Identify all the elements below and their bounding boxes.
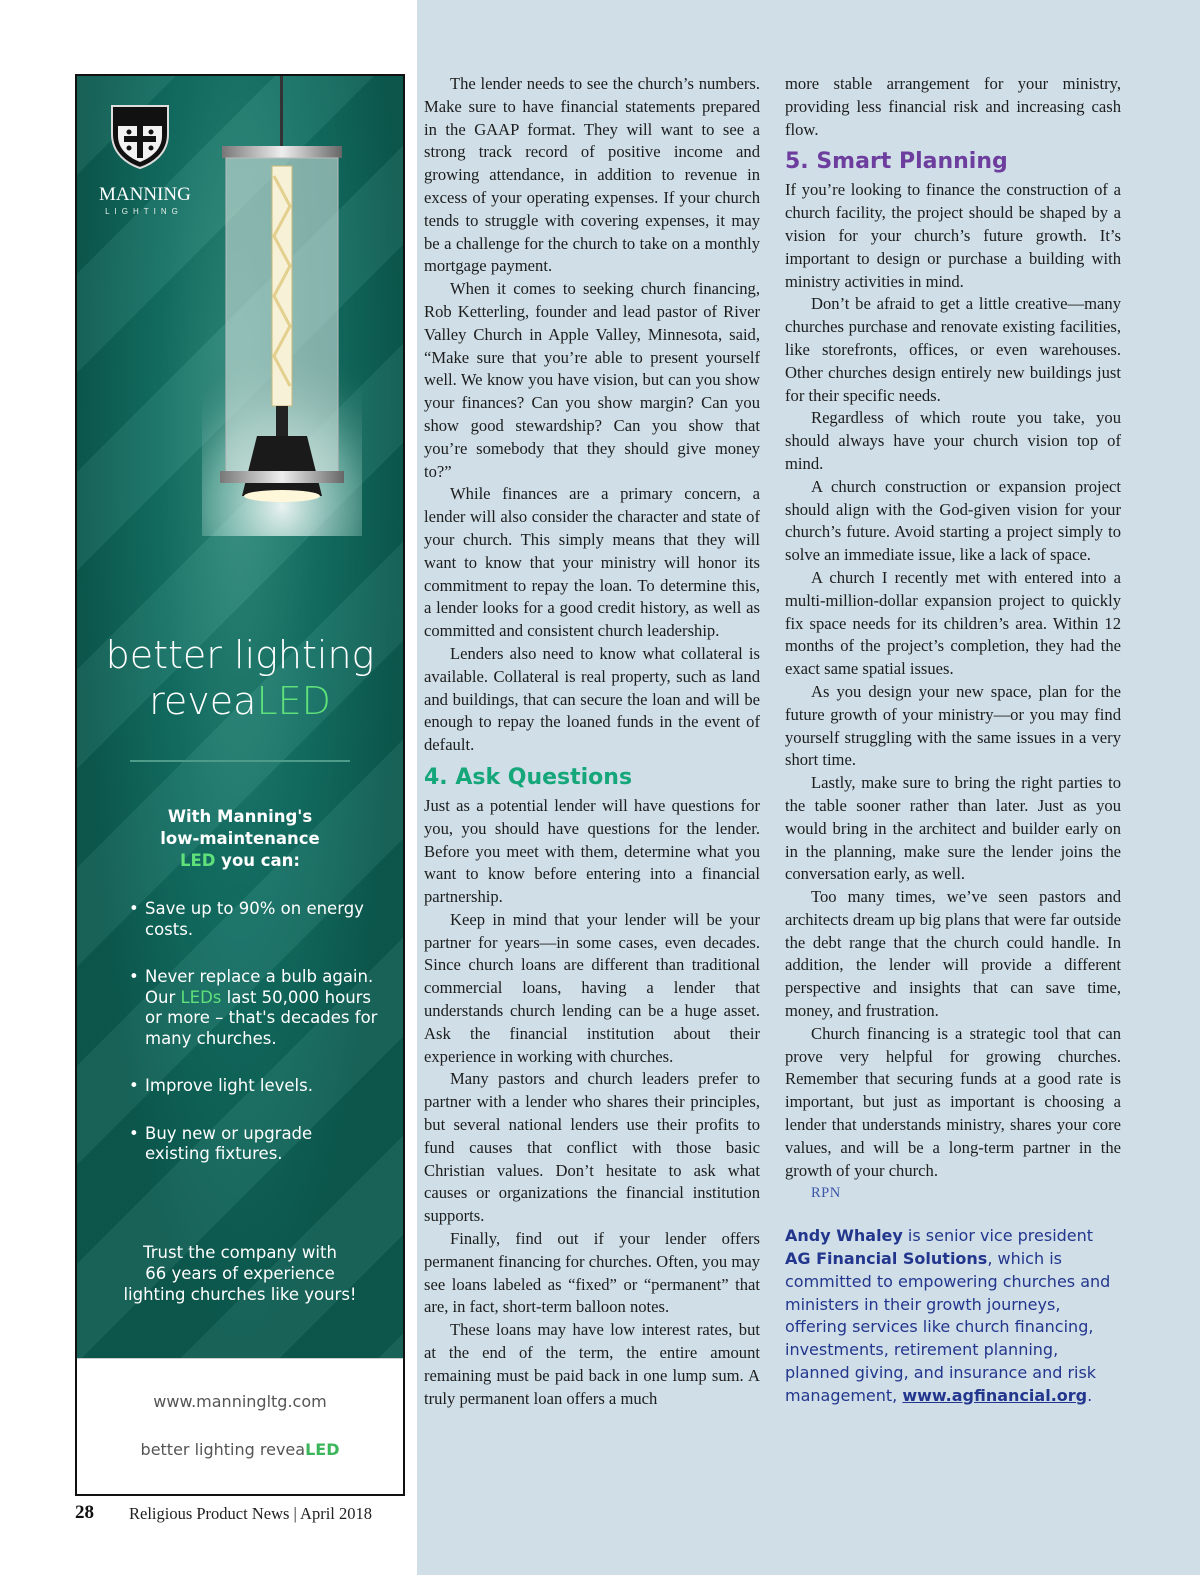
paragraph: Too many times, we’ve seen pastors and architects dream up big plans that were far outside the debt range that the church could handle. In addition, the lender will provide a different perspective and insights that can save time, money, and frustration. [785,887,1121,1021]
paragraph: Lastly, make sure to bring the right parties to the table sooner rather than later. Just as you would bring in the architect and builder early on in the planning, make sure the lender joins the conversation early, as well. [785,773,1121,884]
tagline-accent: LED [305,1440,340,1459]
benefit-item: • Improve light levels. [129,1076,379,1097]
paragraph: While finances are a primary concern, a lender will also consider the character and state of your church. This simply means that they will want to know that your ministry will honor its commitment to repay the loan. To determine this, a lender looks for a good credit history, as well as committed and consistent church leadership. [424,484,760,641]
bio-text: , which is committed to empowering churches and ministers in their growth journeys, offering services like church financing, investments, retirement planning, planned giving, and insurance and risk management, [785,1249,1111,1405]
benefit-text: last 50,000 hours or more – that's decades for many churches. [145,987,378,1048]
bio-text: is senior vice president [902,1226,1094,1246]
paragraph: If you’re looking to finance the construction of a church facility, the project should be shaped by a vision for your church’s future growth. It’s important to design or purchase a building with ministry activities in mind. [785,180,1121,291]
article-column-2 [785,73,1121,1408]
ad-headline-line2 [77,678,403,724]
paragraph: Finally, find out if your lender offers permanent financing for churches. Often, you may see loans labeled as “fixed” or “permanent” that are, in fact, short-term balloon notes. [424,1229,760,1317]
paragraph: These loans may have low interest rates, but at the end of the term, the entire amount remaining must be paid back in one lump sum. A truly permanent loan offers a much [424,1320,760,1408]
intro-line2: low-maintenance [160,829,320,848]
brand-subtitle: LIGHTING [105,207,183,216]
ad-headline-line1: better lighting [105,633,375,677]
headline-accent: LED [256,679,331,723]
benefit-text: Never replace a bulb again. Our [145,967,374,1007]
ad-headline [77,632,403,724]
ad-benefit-list [129,899,379,1192]
paragraph: more stable arrangement for your ministry, providing less financial risk and increasing cash flow. [785,74,1121,139]
benefit-accent: LEDs [180,987,222,1007]
paragraph: Church financing is a strategic tool that can prove very helpful for growing churches. Remember that securing funds at a good rate is important, but just as important is choosing a lender that understands ministry, shares your core values, and will be a long-term partner in the growth of your church. [785,1023,1121,1180]
author-name: Andy Whaley [785,1226,903,1246]
paragraph: As you design your new space, plan for the future growth of your ministry—or you may find yourself struggling with the same issues in a very short time. [785,681,1121,770]
brand-name: MANNING [99,184,191,205]
intro-line1: With Manning's [167,807,313,826]
author-organization: AG Financial Solutions [785,1249,988,1269]
paragraph: When it comes to seeking church financing, Rob Ketterling, founder and lead pastor of River Valley Church in Apple Valley, Minnesota, said, “Make sure that you’re able to present yourself well. We know you have vision, but can you show your finances? Can you show margin? Can you show good stewardship? Can you show that you’re somebody that they should give money to?” [424,279,760,481]
trust-line: Trust the company with [143,1243,337,1262]
paragraph: Regardless of which route you take, you should always have your church vision top of mind. [785,408,1121,473]
paragraph: A church I recently met with entered into a multi-million-dollar expansion project to quickly fix space needs for its children’s area. Within 12 months of the project’s completion, they had the exact same spatial issues. [785,567,1121,679]
intro-accent: LED [179,851,216,870]
benefit-item [129,967,379,1049]
ad-tagline [77,1440,403,1459]
paragraph: Many pastors and church leaders prefer to partner with a lender who shares their principles, but several national lenders use their profits to fund causes that conflict with those basic Christian values. Don’t hesitate to ask what causes or organizations the financial institution supports. [424,1069,760,1226]
pendant-lamp-icon [202,76,362,536]
ad-top-panel [77,76,403,1358]
article-column-1 [424,73,760,1410]
paragraph: The lender needs to see the church’s numbers. Make sure to have financial statements prepared in the GAAP format. They will want to see a strong track record of positive income and growing attendance, in addition to revenue in excess of your operating expenses. If your church tends to struggle with covering expenses, it may be a challenge for the church to take on a monthly mortgage payment. [424,74,760,276]
intro-rest: you can: [215,851,301,870]
ad-divider [130,760,350,762]
section-heading-ask-questions: 4. Ask Questions [424,764,633,790]
paragraph: Lenders also need to know what collateral is available. Collateral is real property, such as land and buildings, that can secure the loan and will be enough to repay the loaned funds in the event of default. [424,643,760,755]
trust-line: 66 years of experience [145,1264,335,1283]
publication-end-mark: RPN [811,1185,841,1202]
paragraph: Don’t be afraid to get a little creative—many churches purchase and renovate existing facilities, like storefronts, offices, or even warehouses. Other churches design entirely new buildings just for their specific needs. [785,294,1121,405]
ad-website-link[interactable]: www.manningltg.com [153,1392,327,1411]
ad-trust-statement [77,1242,403,1305]
bio-text: . [1087,1385,1093,1405]
trust-line: lighting churches like yours! [123,1285,357,1304]
intro-line3 [77,850,403,872]
shield-cross-icon [110,104,170,170]
paragraph: A church construction or expansion project should align with the God-given vision for your church’s future. Avoid starting a project simply to solve an immediate issue, like a lack of space. [785,476,1121,565]
author-website-link[interactable]: www.agfinancial.org [902,1385,1088,1405]
benefit-item: • Save up to 90% on energy costs. [129,899,379,940]
ad-intro [77,806,403,872]
author-bio [785,1225,1121,1407]
section-heading-smart-planning: 5. Smart Planning [785,149,1008,175]
paragraph: Just as a potential lender will have questions for you, you should have questions for the lender. Before you meet with them, determine what you want to know before entering into a financial partnership. [424,795,760,907]
page-number: 28 [75,1502,94,1523]
headline-word: revea [149,679,257,723]
paragraph: Keep in mind that your lender will be your partner for years—in some cases, even decades. Since church loans are different than traditional commercial loans, having a lender that understands church lending can be a huge asset. Ask the financial institution about their experience in working with churches. [424,909,760,1066]
ad-bottom-panel [77,1358,403,1495]
tagline-text: better lighting revea [140,1440,306,1459]
publication-info: Religious Product News | April 2018 [129,1504,373,1523]
manning-lighting-ad [75,74,405,1496]
benefit-item: • Buy new or upgrade existing fixtures. [129,1124,379,1165]
